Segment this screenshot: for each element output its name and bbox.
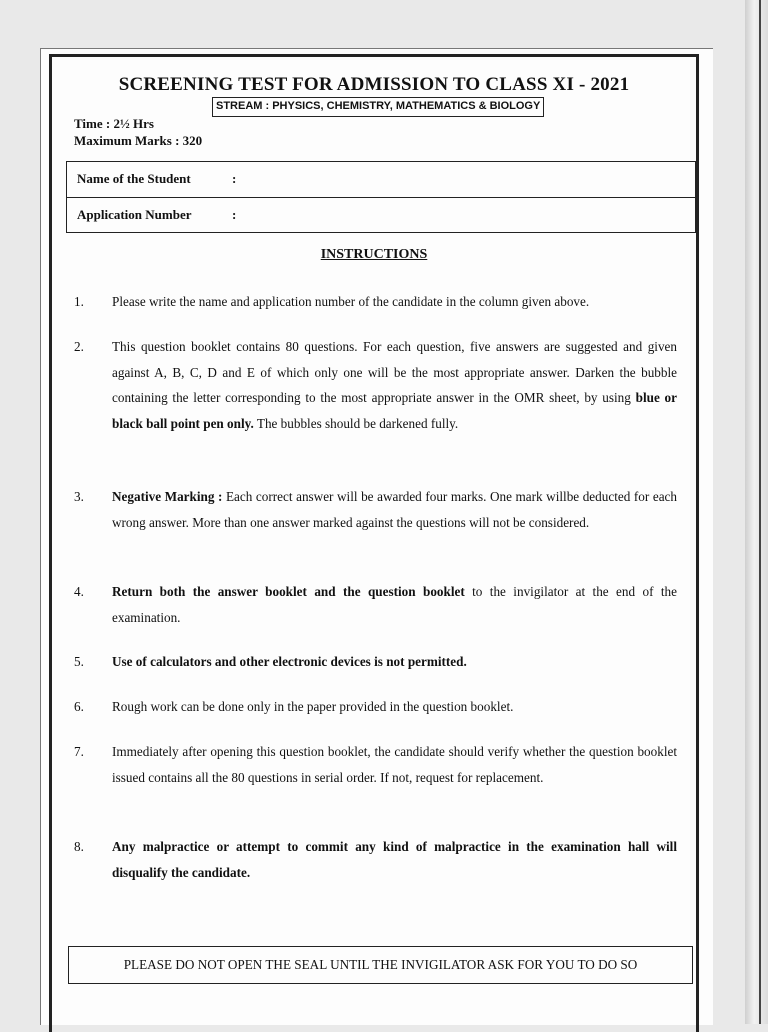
instruction-number: 5. xyxy=(74,654,84,669)
instruction-text-part: The bubbles should be darkened fully. xyxy=(253,415,459,431)
document-title: SCREENING TEST FOR ADMISSION TO CLASS XI - 2021 xyxy=(118,74,630,95)
exam-time: Time : 2½ Hrs xyxy=(74,116,154,131)
instruction-emphasis: Negative Marking : xyxy=(112,489,223,504)
instruction-emphasis: blue or black ball point pen only. xyxy=(112,390,677,431)
instruction-text: Please write the name and application number of the candidate in the column given above. xyxy=(112,294,590,309)
instruction-number: 6. xyxy=(74,699,84,714)
instruction-text xyxy=(112,484,677,535)
colon: : xyxy=(232,171,237,186)
instruction-number: 4. xyxy=(74,584,84,599)
maximum-marks: Maximum Marks : 320 xyxy=(74,133,203,148)
instruction-text: Any malpractice or attempt to commit any kind of malpractice in the examination hall will disqualify the candidate. xyxy=(112,839,677,880)
page-border xyxy=(49,54,699,1032)
instruction-text: Use of calculators and other electronic devices is not permitted. xyxy=(112,654,467,669)
instruction-number: 7. xyxy=(74,744,84,759)
instruction-text xyxy=(112,579,677,630)
instruction-text: Immediately after opening this question booklet, the candidate should verify whether the question booklet issued contains all the 80 questions in serial order. If not, request for replacement. xyxy=(112,744,677,785)
stream-label: STREAM : PHYSICS, CHEMISTRY, MATHEMATICS & BIOLOGY xyxy=(212,97,544,117)
student-info-box xyxy=(66,161,696,233)
application-number-label: Application Number xyxy=(77,207,192,222)
student-name-label: Name of the Student xyxy=(77,171,191,186)
page-edge xyxy=(745,0,768,1024)
instruction-number: 3. xyxy=(74,489,84,504)
instruction-number: 8. xyxy=(74,839,84,854)
instruction-text xyxy=(112,334,677,436)
student-name-row[interactable] xyxy=(67,162,695,197)
seal-notice: PLEASE DO NOT OPEN THE SEAL UNTIL THE INVIGILATOR ASK FOR YOU TO DO SO xyxy=(68,946,693,984)
instructions-heading: INSTRUCTIONS xyxy=(320,247,428,262)
instruction-text-part: Each correct answer will be awarded four marks. One mark willbe deducted for each wrong answer. More than one answer marked against the questions will not be considered. xyxy=(112,489,677,530)
application-number-row[interactable] xyxy=(67,197,695,232)
instruction-emphasis: Return both the answer booklet and the question booklet xyxy=(112,584,465,599)
document-page xyxy=(40,48,713,1025)
colon: : xyxy=(232,207,237,222)
instruction-text-part: to the invigilator at the end of the examination. xyxy=(112,584,677,625)
instruction-number: 2. xyxy=(74,339,84,354)
instruction-text-part: This question booklet contains 80 questions. For each question, five answers are suggested and given against A, B, C, D and E of which only one will be the most appropriate answer. Darken the bubble containing the letter corresponding to the most appropriate answer in the OMR sheet, by using xyxy=(112,339,677,405)
instruction-text: Rough work can be done only in the paper provided in the question booklet. xyxy=(112,699,514,714)
instruction-number: 1. xyxy=(74,294,84,309)
